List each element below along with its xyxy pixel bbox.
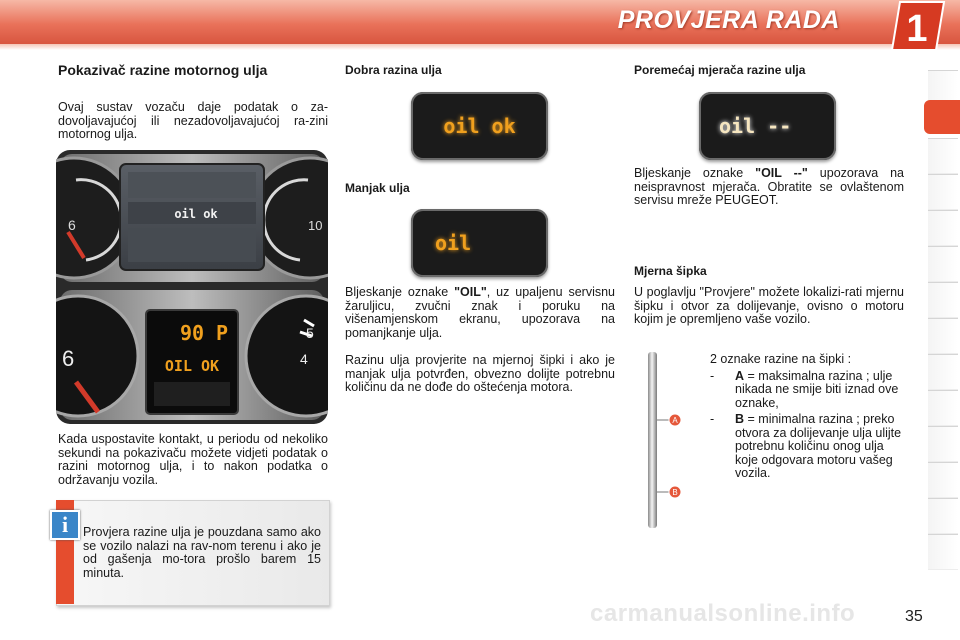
dipstick-heading: Mjerna šipka	[634, 264, 707, 278]
svg-text:4: 4	[300, 351, 308, 367]
index-tab[interactable]	[928, 498, 958, 534]
dipstick-image	[640, 352, 690, 532]
fault-display	[699, 92, 836, 160]
marks-intro: 2 oznake razine na šipki :	[710, 352, 852, 366]
dipstick-marks	[710, 353, 910, 481]
index-tab[interactable]	[928, 210, 958, 246]
index-tab[interactable]	[928, 246, 958, 282]
info-text: Provjera razine ulja je pouzdana samo ako se vozilo nalazi na rav-nom terenu i ako je od gašenja mo-tora prošlo barem 15 minuta.	[83, 525, 321, 580]
index-tab[interactable]	[928, 282, 958, 318]
after-image-text: Kada uspostavite kontakt, u periodu od nekoliko sekundi na pokazivaču možete vidjeti podatak o razini motornog ulja, i to nakon podatka o održavanju vozila.	[58, 432, 328, 487]
good-level-heading: Dobra razina ulja	[345, 63, 442, 77]
fault-heading: Poremećaj mjerača razine ulja	[634, 63, 806, 77]
svg-text:6: 6	[62, 346, 75, 371]
index-tab[interactable]	[928, 174, 958, 210]
svg-text:6: 6	[68, 217, 76, 233]
fault-display-text: oil --	[719, 114, 792, 138]
section-heading: Pokazivač razine motornog ulja	[58, 62, 268, 78]
intro-text: Ovaj sustav vozaču daje podatak o za-dovoljavajućoj ili nezadovoljavajućoj ra-zini motornog ulja.	[58, 100, 328, 141]
low-level-display	[411, 209, 548, 277]
fault-text: Bljeskanje oznake "OIL --" upozorava na neispravnost mjerača. Obratite se ovlaštenom servisu mreže PEUGEOT.	[634, 166, 904, 207]
mark-a-item: - A = maksimalna razina ; ulje nikada ne smije biti iznad ove oznake,	[710, 368, 899, 410]
header-band	[0, 44, 960, 50]
instrument-cluster-image	[56, 150, 328, 424]
low-level-display-text: oil	[435, 231, 472, 255]
low-level-text-2: Razinu ulja provjerite na mjernoj šipki i ako je manjak ulja potvrđen, obvezno dolijte potrebnu količinu da ne dođe do oštećenja motora.	[345, 353, 615, 394]
chapter-index-tabs	[928, 70, 960, 575]
dipstick-mark-a: A	[672, 416, 678, 425]
cluster-gear: P	[215, 321, 229, 345]
index-tab[interactable]	[928, 462, 958, 498]
index-tab[interactable]	[928, 354, 958, 390]
index-tab[interactable]	[928, 138, 958, 174]
good-level-display-text: oil ok	[443, 114, 516, 138]
watermark: carmanualsonline.info	[590, 600, 856, 627]
info-icon: i	[50, 510, 80, 540]
chapter-number: 1	[906, 8, 928, 50]
cluster-top-readout: oil ok	[174, 207, 218, 221]
low-level-text: Bljeskanje oznake "OIL", uz upaljenu servisnu žaruljicu, zvučni znak i poruku na višenamjenskom ekranu, upozorava na pomanjkanje ulja.	[345, 285, 615, 340]
index-tab[interactable]	[928, 318, 958, 354]
index-tab[interactable]	[928, 534, 958, 570]
svg-text:10: 10	[308, 218, 323, 233]
good-level-display	[411, 92, 548, 160]
dipstick-mark-b: B	[672, 488, 678, 497]
chapter-number-badge	[890, 0, 946, 52]
index-tab[interactable]	[928, 426, 958, 462]
cluster-temp: 90	[179, 321, 205, 345]
low-level-heading: Manjak ulja	[345, 181, 410, 195]
page-number: 35	[905, 608, 923, 625]
svg-text:5: 5	[306, 325, 314, 341]
index-tab[interactable]	[928, 390, 958, 426]
dipstick-text: U poglavlju "Provjere" možete lokalizi-rati mjernu šipku i otvor za dolijevanje, ovisno o motoru kojim je opremljeno vaše vozilo.	[634, 285, 904, 326]
mark-b-item: - B = minimalna razina ; preko otvora za dolijevanje ulja ulijte potrebnu količinu onog ulja koje odgovara motoru vašeg vozila.	[710, 412, 902, 480]
cluster-bottom-readout: OIL OK	[164, 357, 220, 375]
chapter-title: PROVJERA RADA	[617, 6, 840, 34]
index-tab-active[interactable]	[924, 100, 960, 134]
